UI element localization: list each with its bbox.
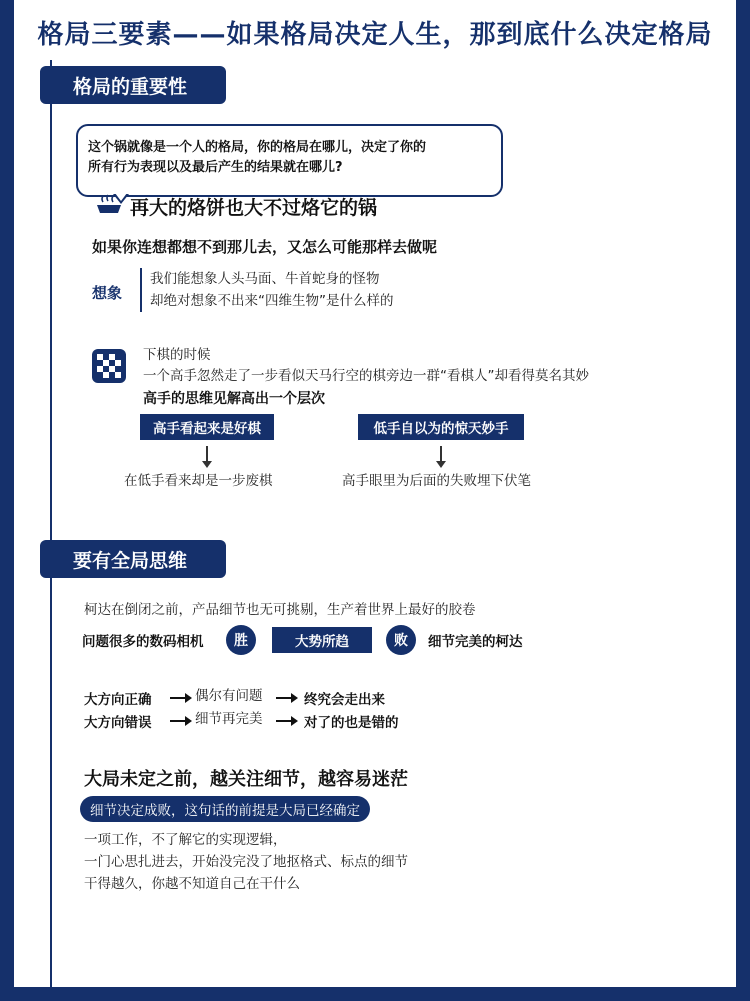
arrow-right: [170, 720, 186, 722]
arrow-right: [170, 697, 186, 699]
pot-icon: [95, 194, 123, 216]
row2-direction: 大方向错误: [84, 715, 152, 731]
bubble-line-2: 所有行为表现以及最后产生的结果就在哪儿?: [88, 160, 343, 175]
row1-issue: 偶尔有问题: [195, 688, 263, 704]
win-badge: 胜: [226, 625, 256, 655]
row1-direction: 大方向正确: [84, 692, 152, 708]
row2-detail: 细节再完美: [195, 711, 263, 727]
headline-details: 大局未定之前，越关注细节，越容易迷茫: [84, 769, 408, 790]
chess-bold-line: 高手的思维见解高出一个层次: [143, 391, 325, 407]
arrow-down-right: [440, 446, 442, 462]
row1-outcome: 终究会走出来: [304, 692, 385, 708]
pill-master-good-move: 高手看起来是好棋: [140, 414, 274, 440]
row2-outcome: 对了的也是错的: [304, 715, 399, 731]
speech-bubble: [76, 124, 503, 197]
page-title: 格局三要素——如果格局决定人生，那到底什么决定格局: [37, 20, 713, 50]
lose-badge: 败: [386, 625, 416, 655]
section-tab-global-thinking: 要有全局思维: [40, 540, 226, 578]
question-line: 如果你连想都想不到那儿去，又怎么可能那样去做呢: [92, 238, 438, 256]
result-right: 高手眼里为后面的失败埋下伏笔: [342, 473, 531, 489]
imagine-line-1: 我们能想象人头马面、牛首蛇身的怪物: [150, 271, 380, 287]
arrow-right: [276, 720, 292, 722]
para-line-3: 干得越久，你越不知道自己在干什么: [84, 876, 300, 892]
chess-title: 下棋的时候: [143, 347, 211, 363]
compare-left: 问题很多的数码相机: [82, 634, 204, 650]
trend-pill: 大势所趋: [272, 627, 372, 653]
arrow-right: [276, 697, 292, 699]
pill-novice-brilliant-move: 低手自以为的惊天妙手: [358, 414, 524, 440]
headline-pan: 再大的烙饼也大不过烙它的锅: [130, 197, 378, 219]
section-tab-importance: 格局的重要性: [40, 66, 226, 104]
compare-right: 细节完美的柯达: [428, 634, 523, 650]
timeline-line: [50, 60, 52, 990]
kodak-line: 柯达在倒闭之前，产品细节也无可挑剔，生产着世界上最好的胶卷: [84, 602, 476, 618]
arrow-down-left: [206, 446, 208, 462]
imagine-label: 想象: [92, 284, 123, 302]
imagine-divider: [140, 268, 142, 312]
para-line-2: 一门心思扎进去，开始没完没了地抠格式、标点的细节: [84, 854, 408, 870]
chess-line: 一个高手忽然走了一步看似天马行空的棋旁边一群“看棋人”却看得莫名其妙: [143, 368, 589, 384]
highlight-pill: 细节决定成败，这句话的前提是大局已经确定: [80, 796, 370, 822]
bubble-line-1: 这个锅就像是一个人的格局，你的格局在哪儿，决定了你的: [88, 140, 427, 155]
result-left: 在低手看来却是一步废棋: [124, 473, 273, 489]
chessboard-icon: [92, 349, 126, 383]
para-line-1: 一项工作，不了解它的实现逻辑，: [84, 832, 287, 848]
imagine-line-2: 却绝对想象不出来“四维生物”是什么样的: [150, 293, 394, 309]
